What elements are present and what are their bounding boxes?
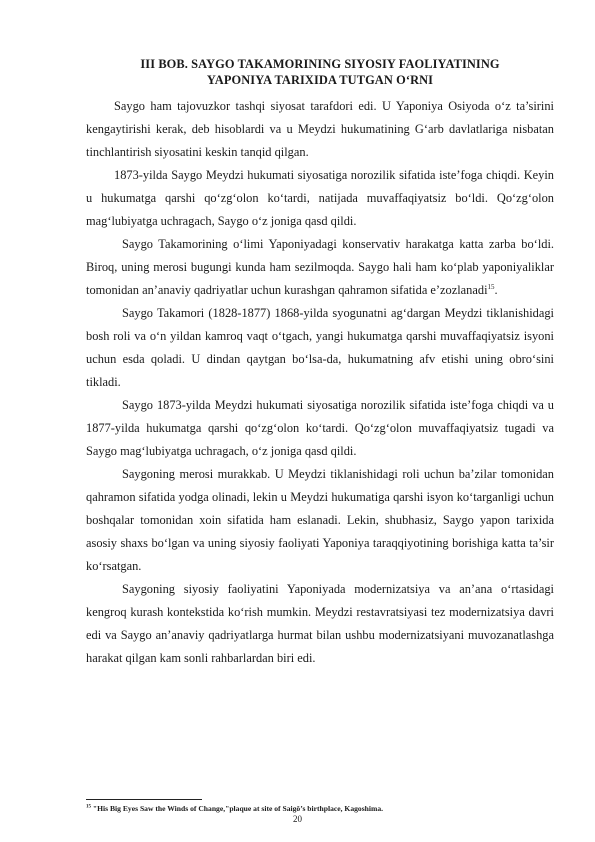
footnote bbox=[86, 804, 554, 814]
paragraph-3 bbox=[86, 233, 554, 302]
paragraph-3-end: . bbox=[494, 283, 498, 297]
paragraph-6: Saygoning merosi murakkab. U Meydzi tiklanishidagi roli uchun ba’zilar tomonidan qahramon sifatida yodga olinadi, lekin u Meydzi hukumatiga qarshi isyon ko‘targanligi uchun boshqalar tomonidan xoin sifatida ham eslanadi. Lekin, shubhasiz, Saygo yapon tarixida asosiy shaxs bo‘lgan va uning siyosiy faoliyati Yaponiya taraqqiyotining borishiga katta ta’sir ko‘rsatgan. bbox=[86, 467, 554, 573]
paragraph-2: 1873-yilda Saygo Meydzi hukumati siyosatiga norozilik sifatida iste’foga chiqdi. Keyin u hukumatga qarshi qo‘zg‘olon ko‘tardi, natijada muvaffaqiyatsiz bo‘ldi. Qo‘zg‘olon mag‘lubiyatga uchragach, Saygo o‘z joniga qasd qildi. bbox=[86, 168, 554, 228]
paragraph-3-text: Saygo Takamorining o‘limi Yaponiyadagi konservativ harakatga katta zarba bo‘ldi. Biroq, uning merosi bugungi kunda ham sezilmoqda. Saygo hali ham ko‘plab yaponiyaliklar tomonidan an’anaviy qadriyatlar uchun kurashgan qahramon sifatida e’zozlanadi bbox=[86, 237, 554, 297]
chapter-heading-line-1: III BOB. SAYGO TAKAMORINING SIYOSIY FAOLIYATINING bbox=[140, 57, 500, 71]
paragraph-5: Saygo 1873-yilda Meydzi hukumati siyosatiga norozilik sifatida iste’foga chiqdi va u 1877-yilda hukumatga qarshi qo‘zg‘olon ko‘tardi. Qo‘zg‘olon muvaffaqiyatsiz tugadi va Saygo mag‘lubiyatga uchragach, o‘z joniga qasd qildi. bbox=[86, 398, 554, 458]
body-text bbox=[86, 95, 554, 670]
chapter-heading-line-2: YAPONIYA TARIXIDA TUTGAN O‘RNI bbox=[206, 73, 434, 87]
page-number: 20 bbox=[293, 814, 302, 824]
paragraph-4: Saygo Takamori (1828-1877) 1868-yilda syogunatni ag‘dargan Meydzi tiklanishidagi bosh roli va o‘n yildan kamroq vaqt o‘tgach, yangi hukumatga qarshi muvaffaqiyatsiz isyoni uchun esda qoladi. U dindan qaytgan bo‘lsa-da, hukumatning afv etishi uning obro‘sini tikladi. bbox=[86, 306, 554, 389]
footnote-number: 15 bbox=[86, 804, 91, 810]
footnote-text: "His Big Eyes Saw the Winds of Change,"plaque at site of Saigô’s birthplace, Kagoshima. bbox=[91, 804, 384, 813]
paragraph-7: Saygoning siyosiy faoliyatini Yaponiyada modernizatsiya va an’ana o‘rtasidagi kengroq kurash kontekstida ko‘rish mumkin. Meydzi restavratsiyasi tez modernizatsiya davri edi va Saygo an’anaviy qadriyatlarga hurmat bilan ushbu modernizatsiyani muvozanatlashga harakat qilgan kam sonli rahbarlardan biri edi. bbox=[86, 582, 554, 665]
footnote-divider bbox=[86, 799, 202, 800]
chapter-heading bbox=[86, 56, 554, 88]
paragraph-1: Saygo ham tajovuzkor tashqi siyosat tarafdori edi. U Yaponiya Osiyoda o‘z ta’sirini kengaytirishi kerak, deb hisoblardi va u Meydzi hukumatining G‘arb davlatlariga nisbatan tinchlantirish siyosatini keskin tanqid qilgan. bbox=[86, 99, 554, 159]
footnote-reference: 15 bbox=[487, 282, 495, 291]
